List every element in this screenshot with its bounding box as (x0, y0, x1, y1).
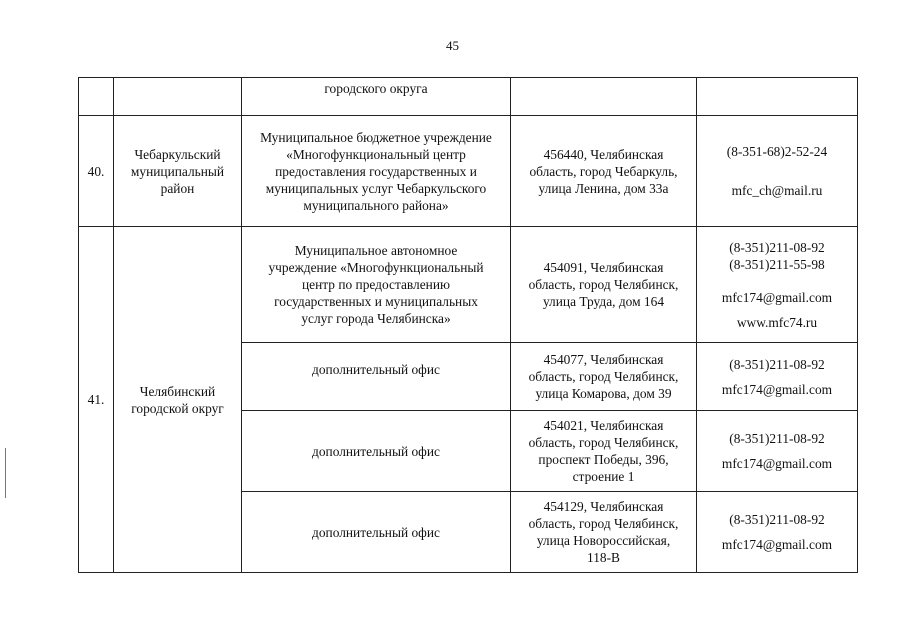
address-line: строение 1 (572, 469, 635, 484)
area-line: городской округ (131, 400, 224, 416)
address-line: область, город Челябинск, (528, 516, 679, 531)
org-line: учреждение «Многофункциональный (268, 260, 484, 275)
cell-number (79, 78, 114, 116)
cell-address (511, 78, 697, 116)
area-line: район (160, 180, 195, 196)
address-line: область, город Чебаркуль, (529, 163, 678, 179)
address-line: область, город Челябинск, (528, 435, 679, 450)
cell-address (511, 411, 697, 492)
cell-contacts (697, 492, 858, 573)
org-line: Муниципальное автономное (294, 243, 458, 258)
table-row-41-main (79, 227, 858, 343)
org-line: муниципальных услуг Чебаркульского (265, 180, 487, 196)
cell-contacts (697, 343, 858, 411)
cell-contacts (697, 116, 858, 227)
org-line: центр по предоставлению (301, 277, 451, 292)
cell-organization: городского округа (242, 78, 511, 116)
cell-organization: дополнительный офис (242, 492, 511, 573)
address-line: область, город Челябинск, (528, 369, 679, 384)
address-line: 454091, Челябинская (543, 260, 664, 275)
cell-address (511, 116, 697, 227)
org-line: Муниципальное бюджетное учреждение (260, 129, 492, 145)
phone-number: (8-351)211-08-92 (729, 512, 825, 527)
cell-organization (242, 116, 511, 227)
phone-number: (8-351-68)2-52-24 (726, 144, 828, 159)
cell-number: 40. (79, 116, 114, 227)
cell-area (114, 78, 242, 116)
table-row-40 (79, 116, 858, 227)
area-line: Челябинский (139, 383, 216, 399)
cell-number: 41. (79, 227, 114, 573)
cell-address (511, 343, 697, 411)
area-line: муниципальный (130, 163, 225, 179)
cell-organization (242, 227, 511, 343)
org-line: предоставления государственных и (275, 163, 477, 179)
email-link[interactable]: mfc174@gmail.com (721, 289, 833, 305)
address-line: 454077, Челябинская (543, 352, 664, 367)
address-line: улица Ленина, дом 33а (538, 180, 669, 196)
address-line: проспект Победы, 396, (538, 452, 669, 467)
address-line: улица Комарова, дом 39 (535, 386, 672, 401)
cell-area (114, 116, 242, 227)
org-line: услуг города Челябинска» (301, 311, 451, 326)
cell-contacts (697, 78, 858, 116)
area-line: Чебаркульский (134, 146, 221, 162)
mfc-registry-table (78, 77, 858, 573)
left-margin-rule (5, 448, 6, 498)
table-row-continuation (79, 78, 858, 116)
org-line: «Многофункциональный центр (286, 146, 466, 162)
page-number: 45 (446, 38, 459, 53)
email-link[interactable]: mfc174@gmail.com (721, 381, 833, 397)
address-line: 454129, Челябинская (543, 499, 664, 514)
website-link[interactable]: www.mfc74.ru (736, 314, 818, 330)
address-line: 454021, Челябинская (543, 418, 664, 433)
address-line: область, город Челябинск, (528, 277, 679, 292)
org-line: государственных и муниципальных (274, 294, 478, 309)
email-link[interactable]: mfc174@gmail.com (721, 456, 833, 471)
cell-address (511, 227, 697, 343)
cell-organization: дополнительный офис (242, 343, 511, 411)
address-line: улица Новороссийская, (536, 533, 671, 548)
cell-address (511, 492, 697, 573)
address-line: 118-В (587, 550, 620, 565)
phone-number: (8-351)211-08-92 (729, 356, 825, 372)
phone-number: (8-351)211-55-98 (729, 256, 825, 272)
cell-organization: дополнительный офис (242, 411, 511, 492)
phone-number: (8-351)211-08-92 (729, 431, 825, 446)
cell-area (114, 227, 242, 573)
email-link[interactable]: mfc_ch@mail.ru (731, 183, 823, 198)
cell-contacts (697, 411, 858, 492)
cell-contacts (697, 227, 858, 343)
org-line: муниципального района» (303, 197, 449, 213)
address-line: 456440, Челябинская (543, 146, 664, 162)
email-link[interactable]: mfc174@gmail.com (721, 537, 833, 552)
address-line: улица Труда, дом 164 (542, 294, 665, 309)
phone-number: (8-351)211-08-92 (729, 239, 825, 255)
